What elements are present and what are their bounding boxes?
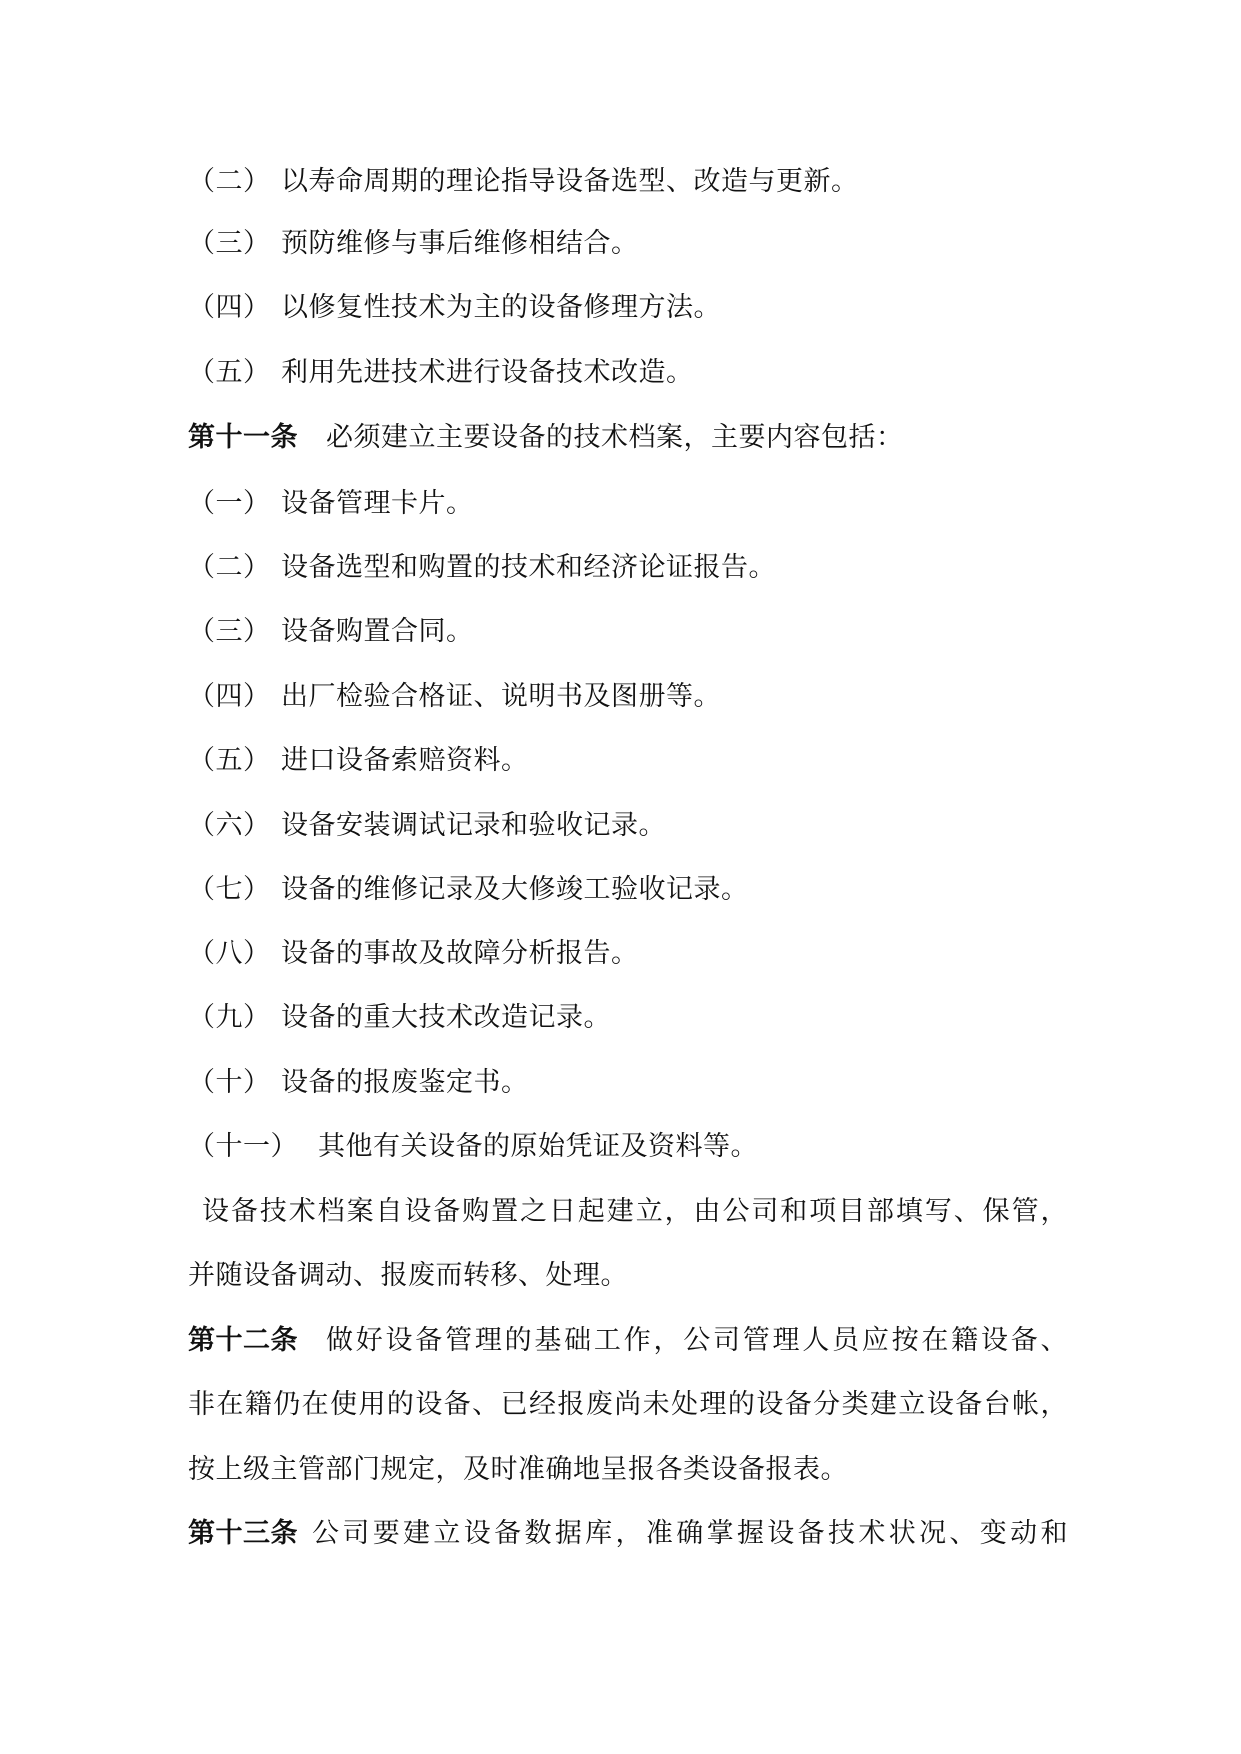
item-text: 以修复性技术为主的设备修理方法。 (281, 292, 721, 323)
list-item (188, 872, 1068, 908)
list-item (188, 486, 1068, 522)
item-marker: （一） (188, 488, 271, 519)
item-text: 设备安装调试记录和验收记录。 (281, 810, 666, 841)
item-text: 进口设备索赔资料。 (281, 745, 529, 776)
item-text: 其他有关设备的原始凭证及资料等。 (318, 1131, 758, 1162)
item-text: 设备的事故及故障分析报告。 (281, 938, 639, 969)
list-item (188, 808, 1068, 844)
item-text: 以寿命周期的理论指导设备选型、改造与更新。 (281, 166, 859, 197)
article-text: 做好设备管理的基础工作，公司管理人员应按在籍设备、 (326, 1325, 1068, 1356)
item-text: 设备选型和购置的技术和经济论证报告。 (281, 552, 776, 583)
list-item (188, 743, 1068, 779)
item-marker: （十） (188, 1067, 271, 1098)
article-11 (188, 420, 1068, 456)
list-item (188, 290, 1068, 326)
article-13 (188, 1516, 1068, 1552)
list-item (188, 226, 1068, 262)
item-marker: （十一） (188, 1131, 298, 1162)
item-marker: （三） (188, 616, 271, 647)
list-item (188, 1065, 1068, 1101)
item-marker: （二） (188, 166, 271, 197)
item-text: 设备的维修记录及大修竣工验收记录。 (281, 874, 749, 905)
item-text: 出厂检验合格证、说明书及图册等。 (281, 681, 721, 712)
item-text: 预防维修与事后维修相结合。 (281, 228, 639, 259)
item-marker: （五） (188, 357, 271, 388)
paragraph-line: 设备技术档案自设备购置之日起建立，由公司和项目部填写、保管， (202, 1196, 1068, 1227)
list-item (188, 614, 1068, 650)
item-text: 设备管理卡片。 (281, 488, 474, 519)
paragraph-line: 并随设备调动、报废而转移、处理。 (188, 1260, 628, 1291)
item-marker: （五） (188, 745, 271, 776)
item-text: 利用先进技术进行设备技术改造。 (281, 357, 694, 388)
paragraph-line: 非在籍仍在使用的设备、已经报废尚未处理的设备分类建立设备台帐， (188, 1389, 1068, 1420)
item-text: 设备的重大技术改造记录。 (281, 1002, 611, 1033)
item-marker: （三） (188, 228, 271, 259)
item-text: 设备的报废鉴定书。 (281, 1067, 529, 1098)
article-text: 公司要建立设备数据库，准确掌握设备技术状况、变动和 (312, 1518, 1068, 1549)
article-text: 必须建立主要设备的技术档案，主要内容包括： (326, 422, 904, 453)
item-marker: （二） (188, 552, 271, 583)
list-item (188, 1129, 1068, 1165)
article-heading: 第十一条 (188, 422, 298, 453)
item-marker: （七） (188, 874, 271, 905)
list-item (188, 355, 1068, 391)
item-marker: （九） (188, 1002, 271, 1033)
list-item (188, 550, 1068, 586)
article-12 (188, 1323, 1068, 1359)
item-marker: （八） (188, 938, 271, 969)
item-marker: （六） (188, 810, 271, 841)
item-marker: （四） (188, 681, 271, 712)
list-item (188, 1000, 1068, 1036)
list-item (188, 164, 1068, 200)
item-text: 设备购置合同。 (281, 616, 474, 647)
item-marker: （四） (188, 292, 271, 323)
list-item (188, 679, 1068, 715)
article-heading: 第十三条 (188, 1518, 298, 1549)
list-item (188, 936, 1068, 972)
article-heading: 第十二条 (188, 1325, 298, 1356)
paragraph-line: 按上级主管部门规定，及时准确地呈报各类设备报表。 (188, 1454, 848, 1485)
